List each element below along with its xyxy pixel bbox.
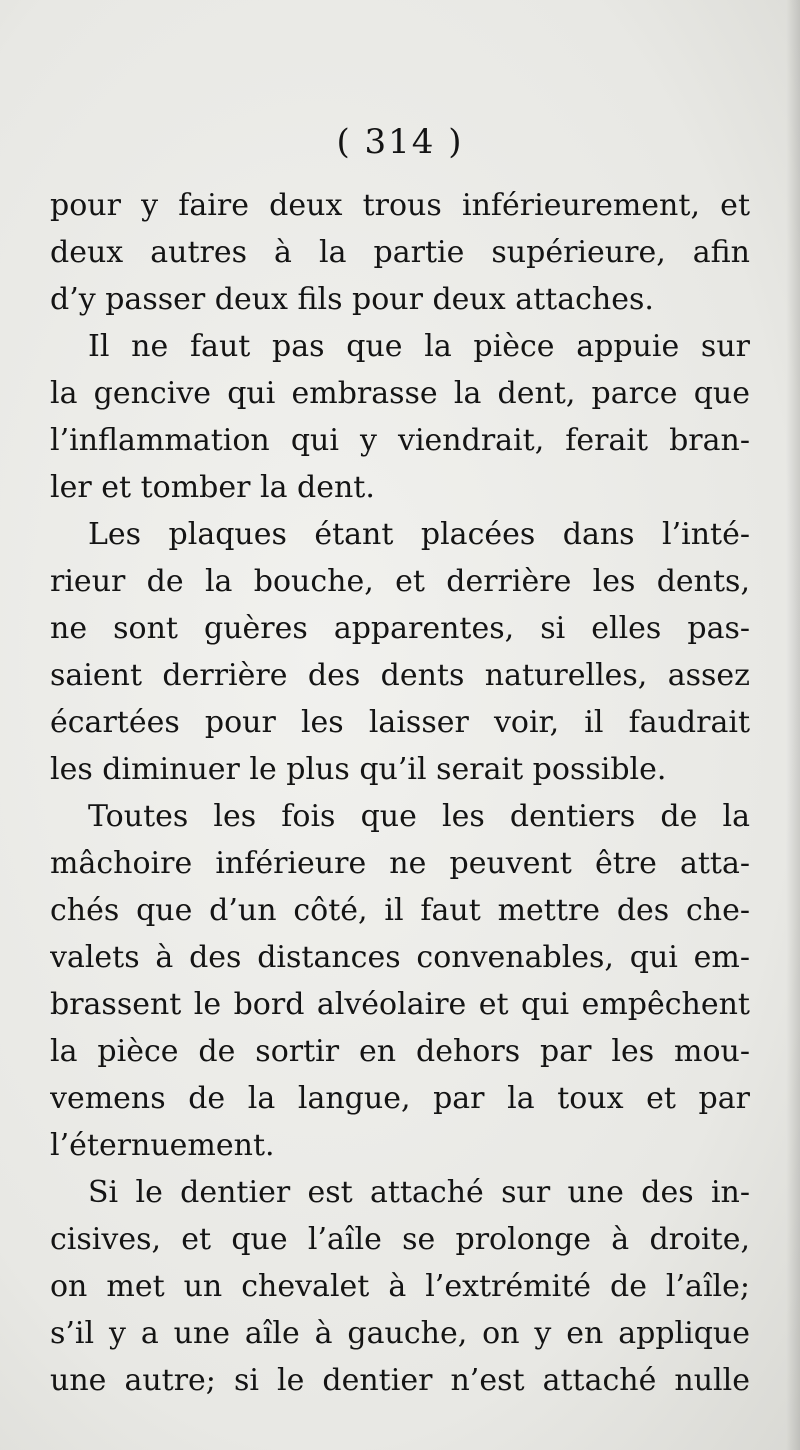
text-line: saient derrière des dents naturelles, assez — [50, 658, 750, 693]
text-line: l’inflammation qui y viendrait, ferait bran- — [50, 423, 750, 458]
text-line: valets à des distances convenables, qui em- — [50, 940, 750, 975]
text-line: Si le dentier est attaché sur une des in- — [88, 1175, 750, 1210]
text-line: Il ne faut pas que la pièce appuie sur — [88, 329, 750, 364]
text-line: s’il y a une aîle à gauche, on y en applique — [50, 1316, 750, 1351]
text-line: on met un chevalet à l’extrémité de l’aîle; — [50, 1269, 750, 1304]
text-line: d’y passer deux fils pour deux attaches. — [50, 282, 654, 317]
page-number: ( 314 ) — [336, 122, 464, 162]
text-line: les diminuer le plus qu’il serait possible. — [50, 752, 667, 787]
text-line: Les plaques étant placées dans l’inté- — [88, 517, 750, 552]
text-line: cisives, et que l’aîle se prolonge à droite, — [50, 1222, 750, 1257]
text-line: chés que d’un côté, il faut mettre des che- — [50, 893, 750, 928]
text-line: mâchoire inférieure ne peuvent être atta- — [50, 846, 750, 881]
text-line: la gencive qui embrasse la dent, parce que — [50, 376, 750, 411]
text-line: une autre; si le dentier n’est attaché nulle — [50, 1363, 750, 1398]
text-line: vemens de la langue, par la toux et par — [50, 1081, 750, 1116]
text-line: écartées pour les laisser voir, il faudrait — [50, 705, 750, 740]
text-line: rieur de la bouche, et derrière les dents, — [50, 564, 750, 599]
text-line: la pièce de sortir en dehors par les mou- — [50, 1034, 750, 1069]
text-line: l’éternuement. — [50, 1128, 275, 1163]
body-text — [50, 182, 750, 1404]
text-line: pour y faire deux trous inférieurement, et — [50, 188, 750, 223]
text-line: brassent le bord alvéolaire et qui empêchent — [50, 987, 750, 1022]
text-line: Toutes les fois que les dentiers de la — [88, 799, 750, 834]
text-line: ler et tomber la dent. — [50, 470, 375, 505]
text-line: deux autres à la partie supérieure, afin — [50, 235, 750, 270]
text-line: ne sont guères apparentes, si elles pas- — [50, 611, 750, 646]
